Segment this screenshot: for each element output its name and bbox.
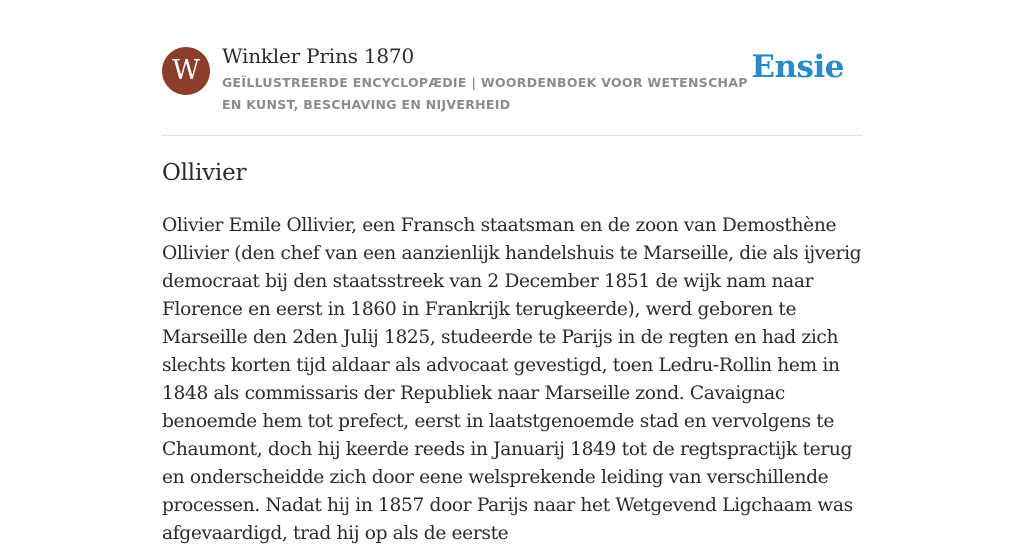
brand-logo[interactable]: Ensie [751,49,844,85]
article-title: Ollivier [162,160,247,186]
source-title[interactable]: Winkler Prins 1870 [222,44,414,68]
source-header [162,44,862,116]
divider [162,135,862,136]
avatar[interactable]: W [162,47,210,95]
article-body: Olivier Emile Ollivier, een Fransch staatsman en de zoon van Demosthène Ollivier (den chef van een aanzienlijk handelshuis te Marseille, die als ijverig democraat bij den staatsstreek van 2 December 1851 de wijk nam naar Florence en eerst in 1860 in Frankrijk terugkeerde), werd geboren te Marseille den 2den Julij 1825, studeerde te Parijs in de regten en had zich slechts korten tijd aldaar als advocaat gevestigd, toen Ledru-Rollin hem in 1848 als commissaris der Republiek naar Marseille zond. Cavaignac benoemde hem tot prefect, eerst in laatstgenoemde stad en vervolgens te Chaumont, doch hij keerde reeds in Januarij 1849 tot de regtspractijk terug en onderscheidde zich door eene welsprekende leiding van verschillende processen. Nadat hij in 1857 door Parijs naar het Wetgevend Ligchaam was afgevaardigd, trad hij op als de eerste [162,215,862,544]
source-subtitle: GEÏLLUSTREERDE ENCYCLOPÆDIE | WOORDENBOEK VOOR WETENSCHAP EN KUNST, BESCHAVING EN NIJVERHEID [222,75,748,112]
